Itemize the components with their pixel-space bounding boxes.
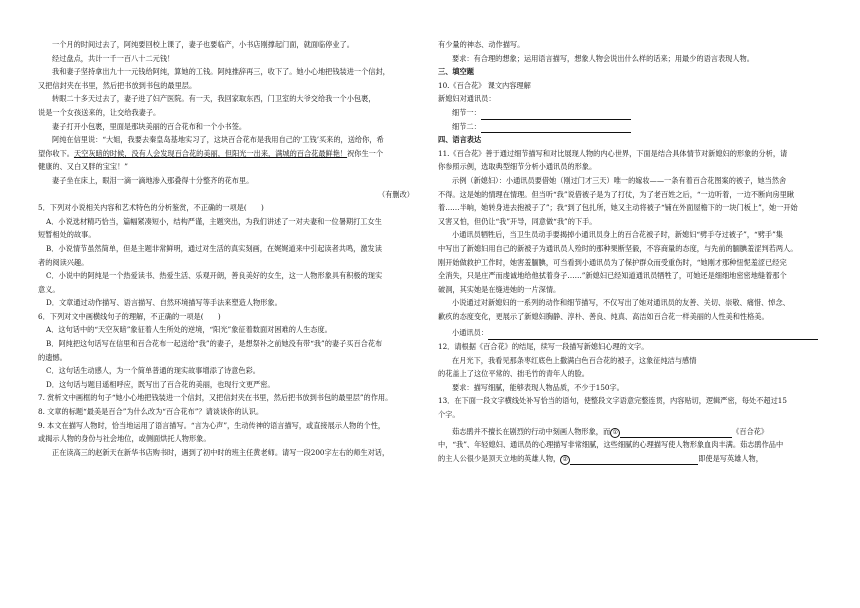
- text-line: 示例（新媳妇）：小通讯员要借她（刚过门才三天）唯一的嫁妆——一条有着百合花图案的被子，她当然舍: [452, 175, 787, 185]
- text-line: 短暂相处的故事。: [38, 230, 96, 240]
- text-line: 意义。: [38, 284, 60, 294]
- question-12-requirement: 要求：描写细腻，能够表现人物品质，不少于150字。: [452, 382, 624, 392]
- text-line: 着……半晌，她转身进去抱被子了”；我“到了包扎所，她又主动将被子“铺在外面屋檐下的一块门板上”，她一开始: [438, 203, 798, 213]
- text-line: B．小说情节虽然简单，但是主题非常鲜明，通过对生活的真实刻画，在娓娓道来中引起读者共鸣，激发读: [46, 243, 382, 253]
- text-line: A．这句话中的“天空灰暗”象征着人生所处的逆境，“阳光”象征着数面对困难的人生态度。: [46, 325, 332, 335]
- question-12: 12．请根据《百合花》的结尾，续写一段描写新媳妇心理的文字。: [438, 342, 649, 352]
- text-line: B．阿纯把这句话写在信里和百合花布一起送给“我”的妻子，是想祭补之前她没有带“我”的妻子买百合花布: [46, 339, 383, 349]
- text-line: 或揭示人物的身份与社会地位，或侧面烘托人物形象。: [38, 434, 211, 444]
- text-line: 者的阅读兴趣。: [38, 257, 89, 267]
- text-line: 妻子打开小包裹，里面是那块美丽的百合花布和一个小书签。: [52, 121, 247, 131]
- underlined-sentence: 天空灰暗的时候，没有人会发现百合花的美丽，但阳光一出来，满城的百合花最鲜艳！: [73, 148, 348, 158]
- text-line: 6．下列对文中画横线句子的理解，不正确的一项是( ): [38, 311, 221, 321]
- section-heading-fill-blank: 三、填空题: [438, 67, 474, 77]
- left-column: [38, 38, 414, 459]
- detail-two-row: [438, 120, 826, 134]
- text-line: 7. 赏析文中画框的句子“她小心地把钱装进一个信封，又把信封夹在书里，然后把书放到书包的最里层”的作用。: [38, 393, 393, 403]
- text-line: D．文章通过动作描写、语言描写、自然环境描写等手法来塑造人物形象。: [46, 298, 282, 308]
- text-line: 刚开始做救护工作时，她害羞腼腆，可当看到小通讯员为了保护群众而受重伤时，“她刚才那种忸怩羞涩已经完: [438, 257, 787, 267]
- text-line: 破洞，其实她是在缝进她的一片深情。: [438, 284, 561, 294]
- q13-text: 《百合花》: [732, 426, 769, 436]
- text-line: C．小说中的阿纯是一个热爱读书、热爱生活、乐观开朗，善良美好的女生，这一人物形象具有积极的现实: [46, 271, 383, 281]
- text-line: 11.《百合花》善于通过细节描写和对比展现人物的内心世界，下面是结合具体情节对新媳妇的形象的分析，请: [438, 148, 788, 158]
- text-line: 望你收下。天空灰暗的时候，没有人会发现百合花的美丽，但阳光一出来，满城的百合花最鲜艳！祝你生一个: [38, 148, 384, 158]
- blank-marker-2: ②: [560, 455, 570, 465]
- text-line: A．小说选材精巧恰当，篇幅紧凑短小，结构严谨，主题突出，为我们讲述了一对夫妻和一位暑期打工女生: [46, 216, 382, 226]
- text-line: 13．在下面一段文字横线处补写恰当的语句，使整段文字语意完整连贯，内容贴切，逻辑严密，每处不超过15: [438, 396, 787, 406]
- text-line: C．这句话生动感人，为一个简单普通的现实故事增添了诗意色彩。: [46, 366, 260, 376]
- q13-line-2: 中，“我”、年轻媳妇、通讯员的心理描写非常细腻，这些细腻的心理描写使人物形象血肉丰满。茹志鹃作品中: [438, 440, 784, 450]
- text-line: 经过盘点，共计一千一百八十二元钱！: [52, 53, 175, 63]
- detail-two-label: 细节二：: [452, 121, 481, 131]
- detail-two-blank[interactable]: [481, 123, 631, 133]
- detail-one-row: [438, 106, 826, 120]
- text-line: 中写出了新媳妇用自己的新被子为通讯员人殓时的那种果断坚毅，不容商量的态度，与先前的腼腆羞涩判若两人。: [438, 243, 798, 253]
- text-line: 要求：有合理的想象；运用语言描写，想象人物会说出什么样的话来；用最少的语言表现人物。: [452, 53, 754, 63]
- text-line: 在月光下，我看见那条枣红底色上撒满白色百合花的被子，这象征纯洁与感情: [452, 355, 697, 365]
- text-line: 小说通过对新媳妇的一系列的动作和细节描写，不仅写出了她对通讯员的友善、关切、崇敬、痛惜、悼念、: [452, 298, 790, 308]
- text-line: 小通讯员牺牲后，当卫生员动手要揭掉小通讯员身上的百合花被子时，新媳妇“劈手夺过被子”，“劈手”集: [452, 230, 783, 240]
- text-line: 不得。这是她的情理在情理。但当听“我”说借被子是为了打仗，为了老百姓之后，“一边听着，一边不断向房里瞅: [438, 189, 795, 199]
- text-line: 的遗憾。: [38, 352, 67, 362]
- text-line: 9. 本文在描写人物时，恰当地运用了语言描写。“言为心声”，生动传神的语言描写，或直接展示人物的个性，: [38, 420, 386, 430]
- right-column: [438, 38, 826, 465]
- question-11: [438, 147, 826, 324]
- answer-row: [438, 326, 826, 340]
- q13-text: 茹志鹃并不擅长在剧烈的行动中刻画人物形象，而: [452, 426, 611, 436]
- answer-blank[interactable]: [488, 330, 818, 340]
- q13-blank-1[interactable]: [620, 428, 732, 438]
- q13-line-1: [438, 425, 826, 439]
- text-line: 有少量的神态、动作描写。: [438, 40, 525, 49]
- q13-text: 的主人公很少是顶天立地的英雄人物，: [438, 453, 561, 463]
- question-10: 10.《百合花》 课文内容理解: [438, 80, 531, 90]
- detail-one-blank[interactable]: [481, 110, 631, 120]
- text-line: 5．下列对小说相关内容和艺术特色的分析鉴赏，不正确的一项是( ): [38, 203, 264, 213]
- text-line: 健康的、又白又胖的宝宝！”: [38, 162, 128, 172]
- text-line: 8. 文章的标题“最美是百合”为什么改为“百合花布”？请谈谈你的认识。: [38, 407, 264, 417]
- text-line: （有删改）: [378, 189, 414, 199]
- text-line: 又害又怕，但仍让“我”开导，同意做“我”的下手。: [438, 216, 597, 226]
- answer-label: 小通讯员：: [452, 328, 488, 338]
- text-line: 一个月的时间过去了，阿纯要回校上课了，妻子也要临产，小书店刚撑起门面，就面临停业了。: [52, 40, 354, 49]
- text-line: 你参照示例，选取典型细节分析小通讯员的形象。: [438, 162, 597, 172]
- question-10-sub: 新媳妇对通讯员：: [438, 94, 496, 104]
- text-line: 又把信封夹在书里，然后把书放到书包的最里层。: [38, 80, 197, 90]
- question-13: [438, 394, 826, 421]
- detail-one-label: 细节一：: [452, 107, 481, 117]
- text-line: 个字。: [438, 410, 460, 420]
- question-12-text: [438, 354, 826, 381]
- text-line: 我和妻子坚持拿出九十一元钱给阿纯，算她的工钱。阿纯推辞再三，收下了。她小心地把钱装进一个信封，: [52, 67, 390, 77]
- text-line: 转眼二十多天过去了，妻子进了妇产医院。有一天，我回家取东西，门卫室的大爷交给我一个小包裹，: [52, 94, 376, 104]
- text-line: 歉疚的态度变化，更展示了新媳妇胸静、淳朴、善良、纯真、高洁如百合花一样美丽的人性美和性格美。: [438, 311, 769, 321]
- blank-marker-1: ①: [610, 428, 620, 438]
- text-line: 妻子坐在床上，眼泪一滴一滴地渗入那叠得十分整齐的花布里。: [52, 175, 254, 185]
- text-line: 说是一个女孩送来的，让交给我妻子。: [38, 107, 161, 117]
- q13-blank-2[interactable]: [570, 455, 698, 465]
- text-line: 全消失，只是庄严而虔诚地给他拭着身子……”新媳妇已经知道通讯员牺牲了，可她还是细细地密密地缝着那个: [438, 271, 787, 281]
- q13-line-3: [438, 452, 826, 466]
- q13-text: 即使是写英雄人物，: [698, 453, 763, 463]
- text-line: 的花盖上了这位平常的、拙毛竹的青年人的脸。: [438, 369, 589, 379]
- text-line: D．这句话与题目遥相呼应，既写出了百合花的美丽，也现行文更严密。: [46, 379, 275, 389]
- text-line: 阿纯在信里说：“大姐，我要去秦皇岛基地实习了，这块百合花布是我用自己的‘工钱’买来的，送给你，希: [52, 135, 384, 145]
- text-line: 正在读高三的赵新天在新华书店购书时，遇到了初中时的班主任黄老师。请写一段200字左右的师生对话，: [52, 447, 390, 457]
- section-heading-language: 四、语言表达: [438, 135, 482, 145]
